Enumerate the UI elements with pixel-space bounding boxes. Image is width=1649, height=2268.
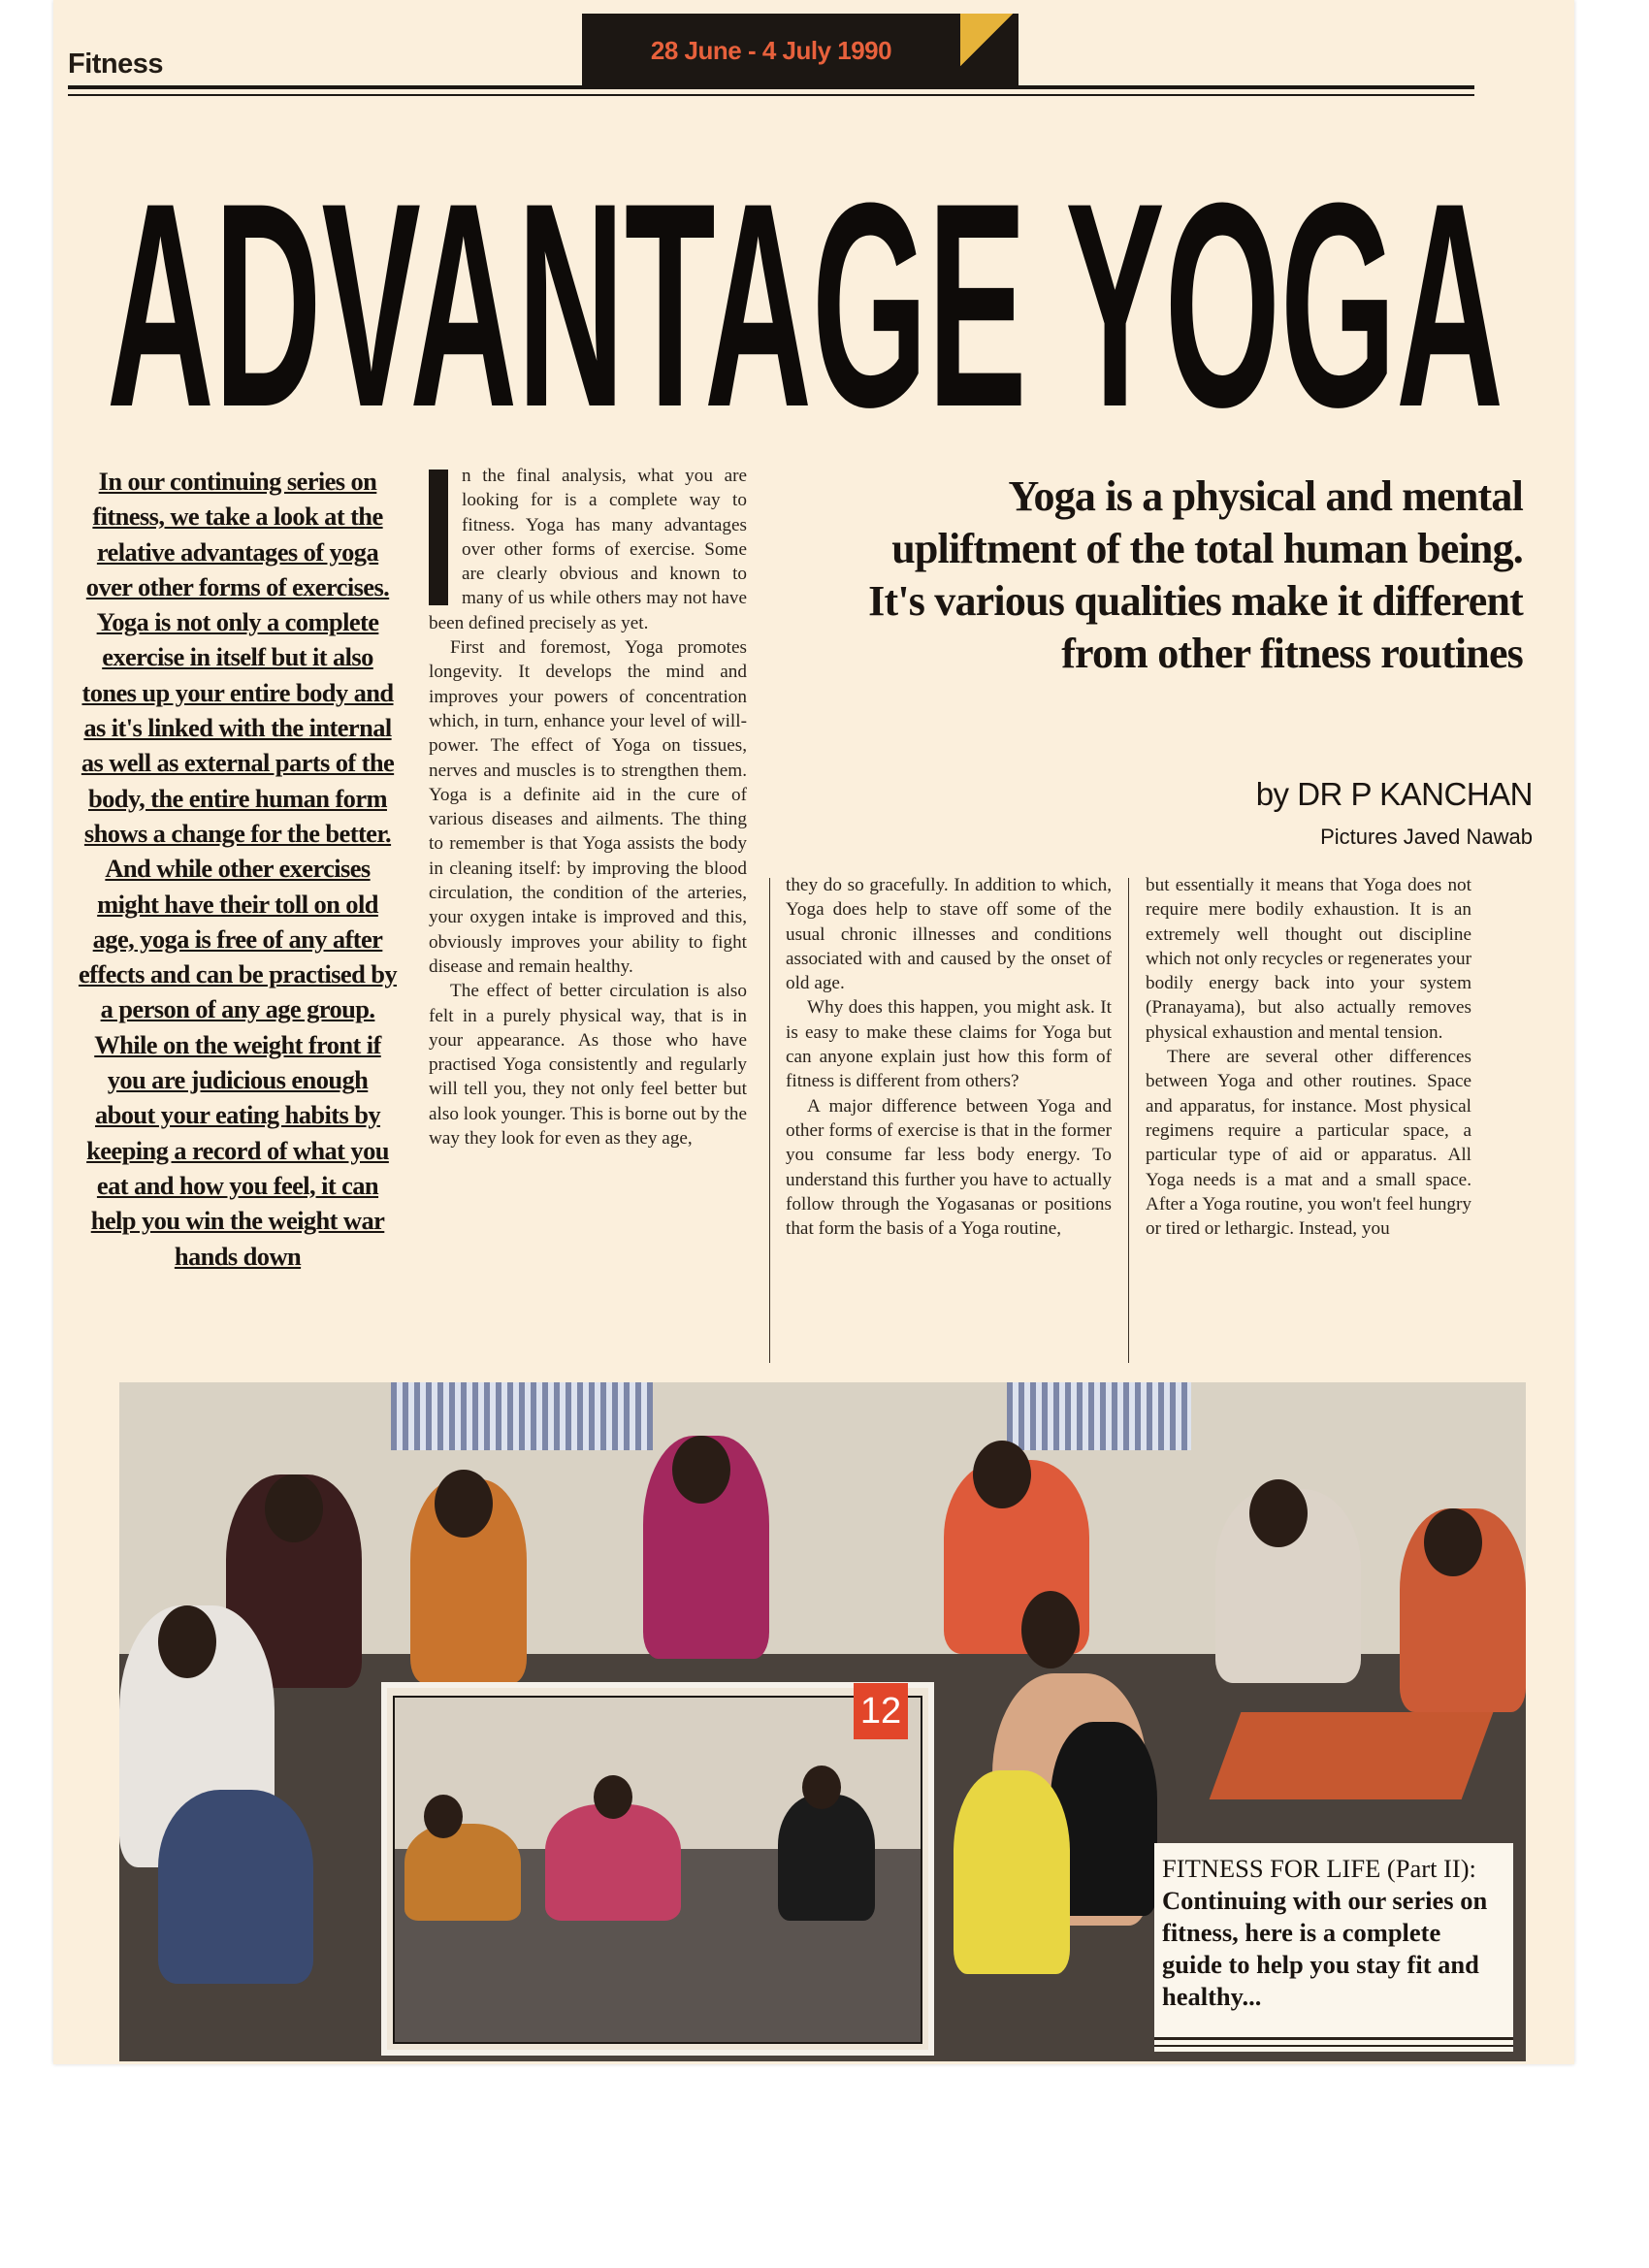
column-rule xyxy=(1128,878,1129,1363)
paragraph: but essentially it means that Yoga does not require mere bodily exhaustion. It is an extremely well thought out discipline which not only recycles or regenerates your bodily energy back into your system (Pranayama), but also actually removes physical exhaustion and mental tension. xyxy=(1146,875,1471,1043)
person xyxy=(545,1804,681,1921)
inset-photo xyxy=(381,1682,934,2056)
caption-rule xyxy=(1154,2037,1513,2040)
person-head xyxy=(1021,1591,1080,1669)
person-head xyxy=(594,1775,632,1819)
page-number-badge: 12 xyxy=(854,1683,908,1739)
caption-rule xyxy=(1154,2045,1513,2047)
paragraph: First and foremost, Yoga promotes longevity. It develops the mind and improves your powers of concentration which, in turn, enhance your level of will-power. The effect of Yoga on tissues, nerves and muscles is to strengthen them. Yoga is a definite aid in the cure of various diseases and ailments. The thing to remember is that Yoga assists the body in cleaning itself: by improving the blood circulation, the condition of the arteries, your oxygen intake is improved and this, obviously improves your ability to fight disease and remain healthy. xyxy=(429,637,747,977)
paragraph: n the final analysis, what you are looking for is a complete way to fitness. Yoga has many advantages over other forms of exercise. Some are clearly obvious and known to many of us while others may not have been defined precisely as yet. xyxy=(429,466,747,633)
header-rule xyxy=(68,85,1474,89)
headline-text: ADVANTAGE YOGA xyxy=(107,142,1504,435)
person-head xyxy=(424,1795,463,1838)
person-head xyxy=(802,1766,841,1809)
paragraph: Why does this happen, you might ask. It is easy to make these claims for Yoga but can anyone explain just how this form of fitness is different from others? xyxy=(786,997,1112,1092)
drop-cap: I xyxy=(429,470,448,605)
caption-title: FITNESS FOR LIFE (Part II): xyxy=(1162,1854,1476,1883)
standfirst: In our continuing series on fitness, we take a look at the relative advantages of yoga over other forms of exercises. Yoga is not only a complete exercise in itself but it also tones up your entire body and as it's linked with the internal as well as external parts of the body, the entire human form shows a change for the better. And while other exercises might have their toll on old age, yoga is free of any after effects and can be practised by a person of any age group. While on the weight front if you are judicious enough about your eating habits by keeping a record of what you eat and how you feel, it can help you win the weight war hands down xyxy=(78,467,398,1271)
date-tab-corner xyxy=(960,14,1018,87)
body-column-1 xyxy=(429,464,747,1150)
body-column-2 xyxy=(786,873,1112,1241)
inset-photo-frame xyxy=(393,1696,922,2044)
person-head xyxy=(1424,1508,1482,1576)
yoga-mat xyxy=(1210,1712,1494,1799)
person xyxy=(954,1770,1070,1974)
person-head xyxy=(973,1441,1031,1508)
person-head xyxy=(672,1436,730,1504)
window-blind xyxy=(391,1382,653,1450)
person-head xyxy=(435,1470,493,1538)
byline: by DR P KANCHAN xyxy=(1255,776,1533,812)
photo-credit: Pictures Javed Nawab xyxy=(1320,825,1533,849)
pull-quote: Yoga is a physical and mental upliftment of the total human being. It's various qualities make it different from other fitness routines xyxy=(868,472,1523,677)
photo-caption xyxy=(1154,1843,1513,2052)
headline xyxy=(107,114,1523,435)
paragraph: The effect of better circulation is also felt in a purely physical way, that is in your appearance. As those who have practised Yoga consistently and regularly will tell you, they not only feel better but also look younger. This is borne out by the way they look for even as they age, xyxy=(429,981,747,1150)
paragraph: There are several other differences between Yoga and other routines. Space and apparatus, for instance. Most physical regimens require a particular space, a particular type of aid or apparatus. All Yoga needs is a mat and a small space. After a Yoga routine, you won't feel hungry or tired or lethargic. Instead, you xyxy=(1146,1047,1471,1240)
header-rule-thin xyxy=(68,94,1474,96)
paragraph: A major difference between Yoga and other forms of exercise is that in the former you consume far less body energy. To understand this further you have to actually follow through the Yogasanas or positions that form the basis of a Yoga routine, xyxy=(786,1095,1112,1240)
person xyxy=(778,1795,875,1921)
person xyxy=(404,1824,521,1921)
issue-date: 28 June - 4 July 1990 xyxy=(582,14,960,87)
person-head xyxy=(1249,1479,1308,1547)
person-head xyxy=(158,1605,216,1678)
person xyxy=(158,1790,313,1984)
person-head xyxy=(265,1474,323,1542)
window-blind xyxy=(1007,1382,1191,1450)
column-rule xyxy=(769,878,770,1363)
body-column-3 xyxy=(1146,873,1471,1241)
section-label: Fitness xyxy=(68,49,164,80)
paragraph: they do so gracefully. In addition to which, Yoga does help to stave off some of the usual chronic illnesses and conditions associated with and caused by the onset of old age. xyxy=(786,875,1112,994)
caption-text: Continuing with our series on fitness, here is a complete guide to help you stay fit and healthy... xyxy=(1162,1886,1488,2011)
